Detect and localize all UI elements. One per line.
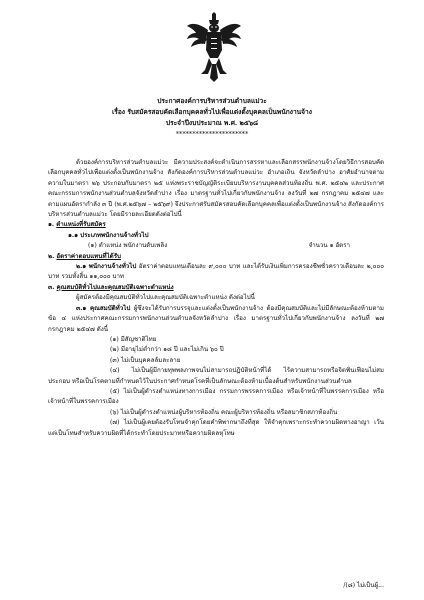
section-2-1-label: ๒.๑ พนักงานจ้างทั่วไป [76, 263, 137, 271]
section-3-1-text: ผู้ซึ่งจะได้รับการบรรจุและแต่งตั้งเป็นพนักงานจ้าง ต้องมีคุณสมบัติและไม่มีลักษณะต้องห้ามตามข้อ ๔ แห่งประกาศคณะกรรมการพนักงานส่วนตำบลจังหวัดลำปาง เรื่อง มาตรฐานทั่วไปเกี่ยวกับพนักงานจ้าง ลงวันที่ ๒๗ กรกฎาคม ๒๕๔๗ ดังนี้ [48, 304, 384, 333]
next-page-marker: /(๘) ไม่เป็นผู้... [343, 582, 384, 589]
section-3-number: ๓. [48, 283, 55, 291]
announcement-title: ประกาศองค์การบริหารส่วนตำบลแม่วะ [157, 97, 267, 105]
section-1-title: ตำแหน่งที่รับสมัคร [56, 221, 106, 229]
qualification-item: (๗) ไม่เป็นผู้เคยต้องรับโทษจำคุกโดยคำพิพากษาถึงที่สุด ให้จำคุกเพราะกระทำความผิดทางอาญา เว้นแต่เป็นโทษสำหรับความผิดที่ได้กระทำโดยประมาทหรือความผิดลหุโทษ [48, 419, 384, 437]
position-count: จำนวน ๑ อัตรา [308, 242, 350, 250]
qualification-item: (๖) ไม่เป็นผู้ดำรงตำแหน่งผู้บริหารท้องถิ่น คณะผู้บริหารท้องถิ่น หรือสมาชิกสภาท้องถิ่น [110, 408, 338, 416]
section-2-number: ๒. [48, 252, 55, 260]
qualification-item: (๕) ไม่เป็นผู้ดำรงตำแหน่งทางการเมือง กรรมการพรรคการเมือง หรือเจ้าหน้าที่ในพรรคการเมือง หรือเจ้าหน้าที่ในพรรคการเมือง [48, 387, 384, 406]
section-1-heading [48, 220, 384, 230]
section-3-intro: ผู้สมัครต้องมีคุณสมบัติทั่วไปและคุณสมบัติเฉพาะตำแหน่ง ดังต่อไปนี้ [76, 294, 255, 302]
separator-stars: ********************** [175, 130, 249, 138]
intro-paragraph: ด้วยองค์การบริหารส่วนตำบลแม่วะ มีความประสงค์จะดำเนินการสรรหาและเลือกสรรพนักงานจ้างโดยวิธีการสอบคัดเลือกบุคคลทั่วไปเพื่อแต่งตั้งเป็นพนักงานจ้าง สังกัดองค์การบริหารส่วนตำบลแม่วะ อำเภอเถิน จังหวัดลำปาง อาศัยอำนาจตามความในมาตรา ๒๖ ประกอบกับมาตรา ๒๕ แห่งพระราชบัญญัติระเบียบบริหารงานบุคคลส่วนท้องถิ่น พ.ศ. ๒๕๔๒ และประกาศคณะกรรมการพนักงานส่วนตำบลจังหวัดลำปาง เรื่อง มาตรฐานทั่วไปเกี่ยวกับพนักงานจ้าง ลงวันที่ ๒๗ กรกฎาคม ๒๕๔๗ และตามแผนอัตรากำลัง ๓ ปี (พ.ศ.๒๕๖๗ – ๒๕๖๙) จึงประกาศรับสมัครสอบคัดเลือกบุคคลเพื่อแต่งตั้งเป็นพนักงานจ้าง สังกัดองค์การบริหารส่วนตำบลแม่วะ โดยมีรายละเอียดดังต่อไปนี้ [48, 159, 384, 219]
section-1-number: ๑. [48, 221, 55, 229]
section-2-title: อัตราค่าตอบแทนที่ได้รับ [56, 252, 121, 260]
qualification-item: (๔) ไม่เป็นผู้มีกายทุพพลภาพจนไม่สามารถปฏิบัติหน้าที่ได้ ไร้ความสามารถหรือจิตฟั่นเฟือนไม่สมประกอบ หรือเป็นโรคตามที่กำหนดไว้ในประกาศกำหนดโรคที่เป็นลักษณะต้องห้ามเบื้องต้นสำหรับพนักงานส่วนตำบล [48, 367, 384, 385]
section-3-1-label: ๓.๑ คุณสมบัติทั่วไป [76, 304, 131, 312]
announcement-header [40, 96, 384, 140]
section-1-1-title: ประเภทพนักงานจ้างทั่วไป [80, 231, 149, 239]
garuda-emblem-icon [186, 12, 242, 82]
qualification-item: (๓) ไม่เป็นบุคคลล้มละลาย [110, 356, 181, 364]
section-1-1-number: ๑.๑ [68, 231, 79, 239]
qualification-item: (๒) มีอายุไม่ต่ำกว่า ๑๘ ปี และไม่เกิน ๖๐ ปี [110, 346, 224, 354]
position-line [48, 241, 384, 251]
announcement-fiscal-year: ประจำปีงบประมาณ พ.ศ. ๒๕๖๘ [165, 119, 259, 127]
section-1-1-heading [48, 231, 384, 241]
section-2-1-text: อัตราค่าตอบแทนเดือนละ ๙,๐๐๐ บาท และได้รับเงินเพิ่มการครองชีพชั่วคราวเดือนละ ๒,๐๐๐ บาท รวมทั้งสิ้น ๑๑,๐๐๐ บาท [48, 263, 385, 281]
section-3-title: คุณสมบัติทั่วไปและคุณสมบัติเฉพาะตำแหน่ง [56, 283, 174, 291]
qualification-item: (๑) มีสัญชาติไทย [110, 335, 157, 343]
section-3-1-paragraph [48, 304, 384, 335]
announcement-subject: เรื่อง รับสมัครสอบคัดเลือกบุคคลทั่วไปเพื่อแต่งตั้งบุคคลเป็นพนักงานจ้าง [112, 108, 312, 116]
section-2-1-paragraph [48, 262, 384, 283]
position-name: (๑) ตำแหน่ง พนักงานดับเพลิง [88, 242, 168, 250]
section-3-heading [48, 283, 384, 293]
section-2-heading [48, 252, 384, 262]
announcement-body [48, 158, 384, 439]
